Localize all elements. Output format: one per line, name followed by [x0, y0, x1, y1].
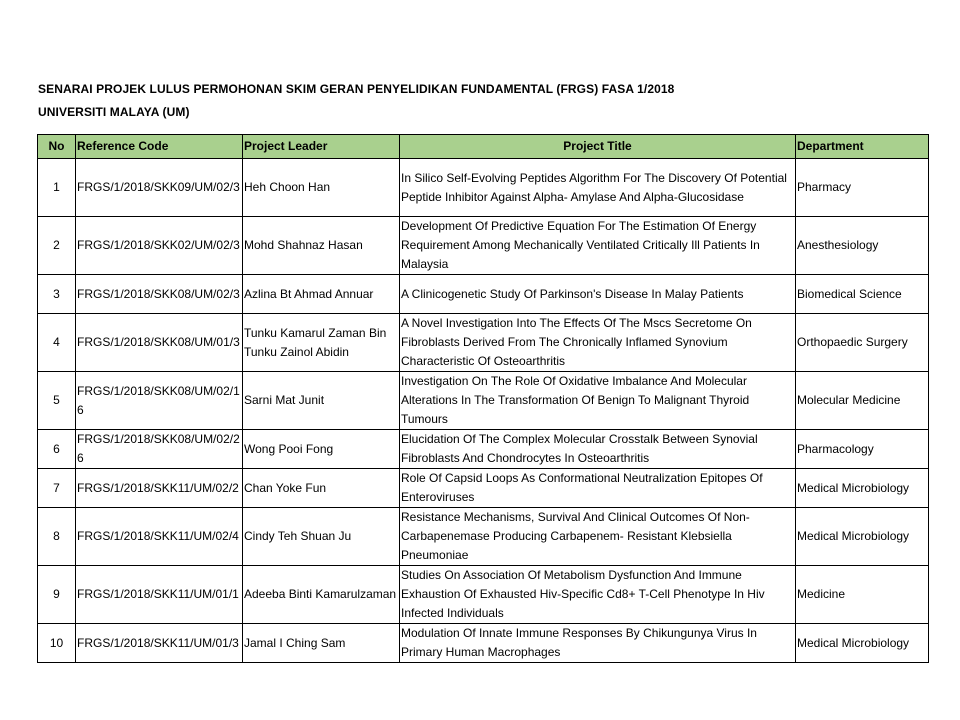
- cell-department: Anesthesiology: [796, 217, 929, 275]
- cell-project-leader: Cindy Teh Shuan Ju: [243, 508, 400, 566]
- cell-project-leader: Mohd Shahnaz Hasan: [243, 217, 400, 275]
- cell-project-leader: Sarni Mat Junit: [243, 372, 400, 430]
- col-header-project-title: Project Title: [400, 135, 796, 159]
- cell-project-leader: Tunku Kamarul Zaman Bin Tunku Zainol Abidin: [243, 314, 400, 372]
- cell-project-title: Role Of Capsid Loops As Conformational Neutralization Epitopes Of Enteroviruses: [400, 469, 796, 508]
- cell-no: 3: [38, 275, 76, 314]
- cell-no: 8: [38, 508, 76, 566]
- cell-department: Orthopaedic Surgery: [796, 314, 929, 372]
- cell-reference-code: FRGS/1/2018/SKK08/UM/02/3: [76, 275, 243, 314]
- cell-project-title: Studies On Association Of Metabolism Dysfunction And Immune Exhaustion Of Exhausted Hiv-Specific Cd8+ T-Cell Phenotype In Hiv Infected Individuals: [400, 566, 796, 624]
- cell-reference-code: FRGS/1/2018/SKK11/UM/01/3: [76, 624, 243, 663]
- table-row: [38, 469, 929, 508]
- col-header-project-leader: Project Leader: [243, 135, 400, 159]
- cell-project-title: Elucidation Of The Complex Molecular Crosstalk Between Synovial Fibroblasts And Chondrocytes In Osteoarthritis: [400, 430, 796, 469]
- table-row: [38, 624, 929, 663]
- cell-reference-code: FRGS/1/2018/SKK02/UM/02/3: [76, 217, 243, 275]
- table-row: [38, 275, 929, 314]
- table-row: [38, 159, 929, 217]
- cell-project-leader: Jamal I Ching Sam: [243, 624, 400, 663]
- cell-no: 4: [38, 314, 76, 372]
- cell-reference-code: FRGS/1/2018/SKK08/UM/02/26: [76, 430, 243, 469]
- cell-department: Medicine: [796, 566, 929, 624]
- table-header-row: [38, 135, 929, 159]
- cell-reference-code: FRGS/1/2018/SKK08/UM/02/16: [76, 372, 243, 430]
- cell-project-leader: Heh Choon Han: [243, 159, 400, 217]
- table-row: [38, 372, 929, 430]
- cell-no: 1: [38, 159, 76, 217]
- table-row: [38, 566, 929, 624]
- document-subtitle: UNIVERSITI MALAYA (UM): [38, 105, 190, 119]
- table-row: [38, 430, 929, 469]
- cell-department: Medical Microbiology: [796, 508, 929, 566]
- cell-no: 9: [38, 566, 76, 624]
- col-header-no: No: [38, 135, 76, 159]
- col-header-department: Department: [796, 135, 929, 159]
- cell-reference-code: FRGS/1/2018/SKK11/UM/02/4: [76, 508, 243, 566]
- table-row: [38, 508, 929, 566]
- cell-no: 10: [38, 624, 76, 663]
- cell-reference-code: FRGS/1/2018/SKK11/UM/02/2: [76, 469, 243, 508]
- cell-no: 2: [38, 217, 76, 275]
- cell-no: 5: [38, 372, 76, 430]
- cell-project-title: Modulation Of Innate Immune Responses By Chikungunya Virus In Primary Human Macrophages: [400, 624, 796, 663]
- col-header-reference-code: Reference Code: [76, 135, 243, 159]
- cell-no: 7: [38, 469, 76, 508]
- cell-reference-code: FRGS/1/2018/SKK09/UM/02/3: [76, 159, 243, 217]
- cell-department: Pharmacy: [796, 159, 929, 217]
- cell-project-leader: Adeeba Binti Kamarulzaman: [243, 566, 400, 624]
- cell-department: Molecular Medicine: [796, 372, 929, 430]
- cell-project-leader: Chan Yoke Fun: [243, 469, 400, 508]
- table-row: [38, 314, 929, 372]
- cell-department: Biomedical Science: [796, 275, 929, 314]
- cell-project-leader: Wong Pooi Fong: [243, 430, 400, 469]
- cell-project-title: A Novel Investigation Into The Effects Of The Mscs Secretome On Fibroblasts Derived From The Chronically Inflamed Synovium Characteristic Of Osteoarthritis: [400, 314, 796, 372]
- document-title: SENARAI PROJEK LULUS PERMOHONAN SKIM GERAN PENYELIDIKAN FUNDAMENTAL (FRGS) FASA 1/2018: [38, 82, 675, 96]
- cell-project-leader: Azlina Bt Ahmad Annuar: [243, 275, 400, 314]
- cell-reference-code: FRGS/1/2018/SKK08/UM/01/3: [76, 314, 243, 372]
- cell-no: 6: [38, 430, 76, 469]
- cell-department: Medical Microbiology: [796, 624, 929, 663]
- cell-project-title: Investigation On The Role Of Oxidative Imbalance And Molecular Alterations In The Transformation Of Benign To Malignant Thyroid Tumours: [400, 372, 796, 430]
- cell-project-title: Development Of Predictive Equation For The Estimation Of Energy Requirement Among Mechanically Ventilated Critically Ill Patients In Malaysia: [400, 217, 796, 275]
- cell-reference-code: FRGS/1/2018/SKK11/UM/01/1: [76, 566, 243, 624]
- projects-table: [37, 134, 929, 663]
- cell-project-title: Resistance Mechanisms, Survival And Clinical Outcomes Of Non-Carbapenemase Producing Carbapenem- Resistant Klebsiella Pneumoniae: [400, 508, 796, 566]
- table-row: [38, 217, 929, 275]
- cell-department: Medical Microbiology: [796, 469, 929, 508]
- cell-department: Pharmacology: [796, 430, 929, 469]
- cell-project-title: In Silico Self-Evolving Peptides Algorithm For The Discovery Of Potential Peptide Inhibitor Against Alpha- Amylase And Alpha-Glucosidase: [400, 159, 796, 217]
- cell-project-title: A Clinicogenetic Study Of Parkinson's Disease In Malay Patients: [400, 275, 796, 314]
